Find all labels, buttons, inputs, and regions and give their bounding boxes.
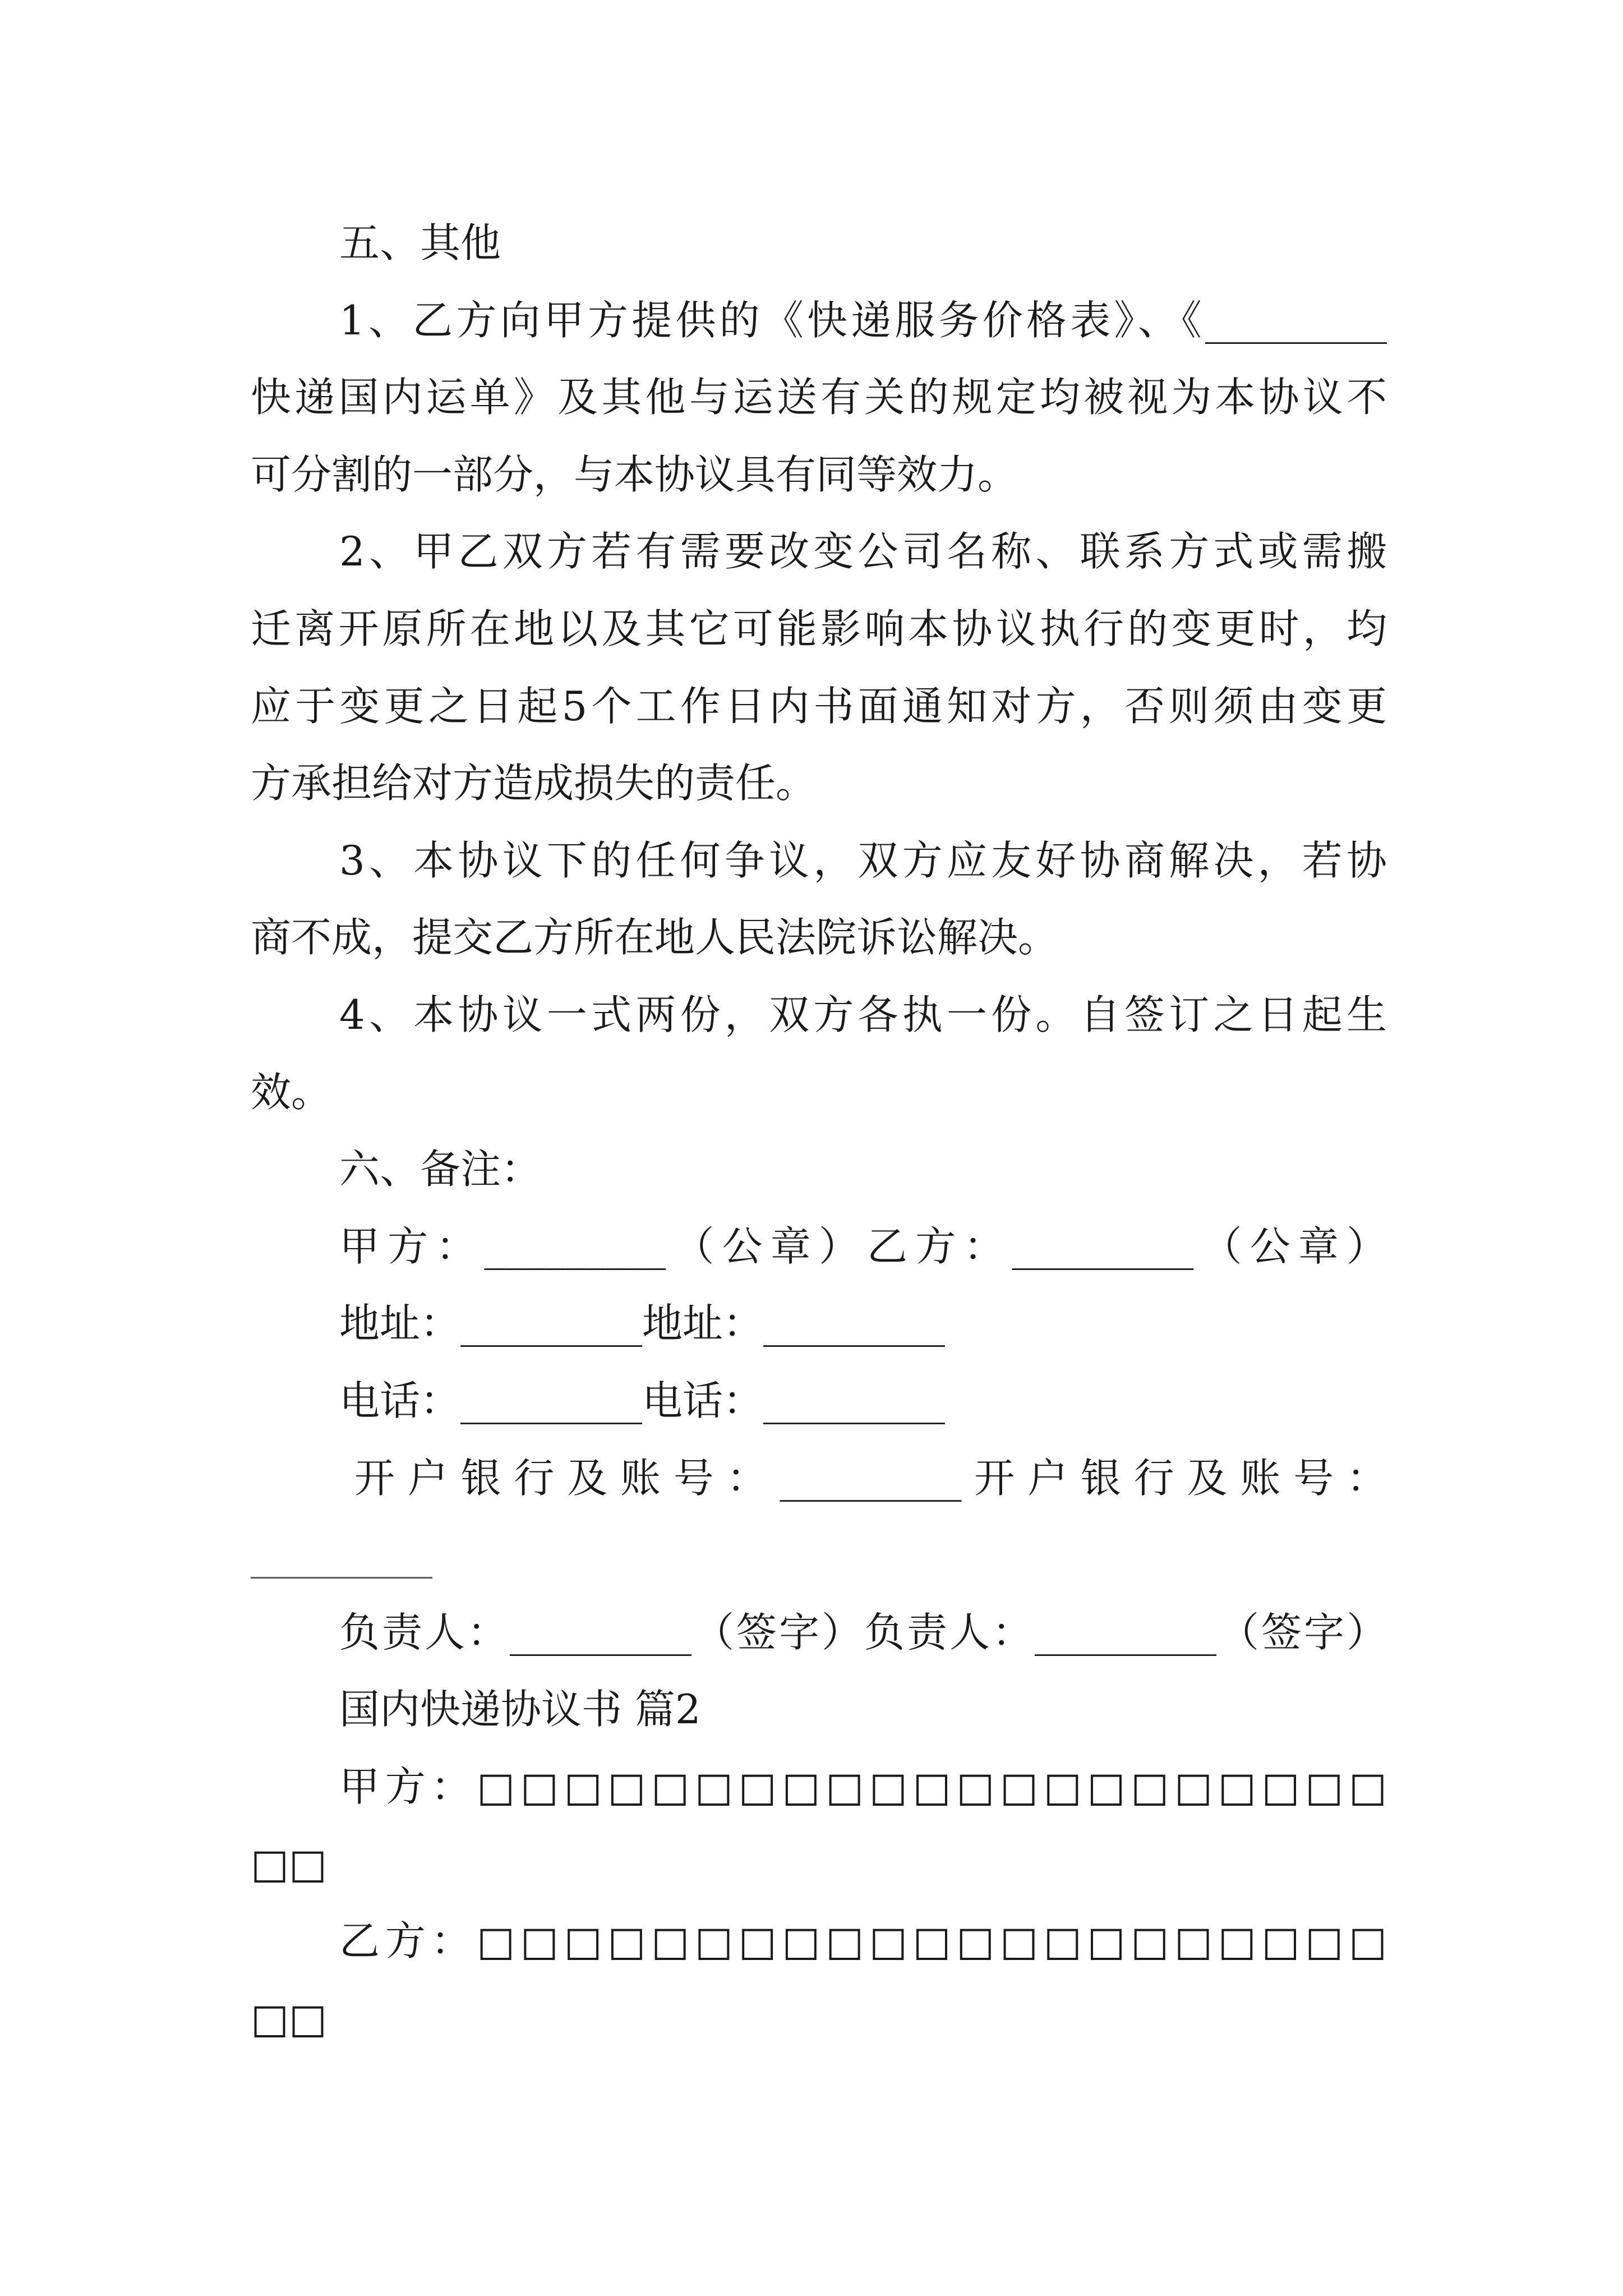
document-line: 可分割的一部分，与本协议具有同等效力。: [251, 450, 1018, 498]
document-line: 应于变更之日起5个工作日内书面通知对方，否则须由变更: [251, 682, 1387, 730]
document-line: 甲方：□□□□□□□□□□□□□□□□□□□□□: [339, 1763, 1387, 1810]
document-line: 国内快递协议书 篇2: [339, 1686, 701, 1733]
document-line: 开户银行及账号：_________开户银行及账号：: [354, 1454, 1387, 1502]
document-line: 五、其他: [339, 219, 501, 266]
document-line: □□: [251, 1994, 328, 2042]
document-line: 2、甲乙双方若有需要改变公司名称、联系方式或需搬: [339, 528, 1387, 576]
document-line: 4、本协议一式两份，双方各执一份。自签订之日起生: [339, 991, 1387, 1038]
document-line: 方承担给对方造成损失的责任。: [251, 760, 817, 807]
document-line: 负责人：_________（签字）负责人：_________（签字）: [339, 1608, 1387, 1656]
document-line: 地址：_________地址：_________: [339, 1300, 946, 1347]
document-line: 甲方：_________（公章）乙方：_________（公章）: [339, 1222, 1387, 1270]
document-line: 商不成，提交乙方所在地人民法院诉讼解决。: [251, 914, 1059, 961]
document-line: 迁离开原所在地以及其它可能影响本协议执行的变更时，均: [251, 605, 1387, 652]
document-line: 乙方：□□□□□□□□□□□□□□□□□□□□□: [339, 1917, 1387, 1965]
document-line: □□: [251, 1840, 328, 1888]
document-line: 1、乙方向甲方提供的《快递服务价格表》、《_________: [339, 296, 1387, 344]
document-line: 效。: [251, 1068, 332, 1116]
document-line: _________: [251, 1531, 432, 1579]
document-line: 3、本协议下的任何争议，双方应友好协商解决，若协: [339, 836, 1387, 884]
document-line: 电话：_________电话：_________: [339, 1377, 946, 1424]
document-line: 六、备注：: [339, 1145, 542, 1193]
document-line: 快递国内运单》及其他与运送有关的规定均被视为本协议不: [251, 374, 1387, 421]
document-page: [251, 205, 1387, 2057]
